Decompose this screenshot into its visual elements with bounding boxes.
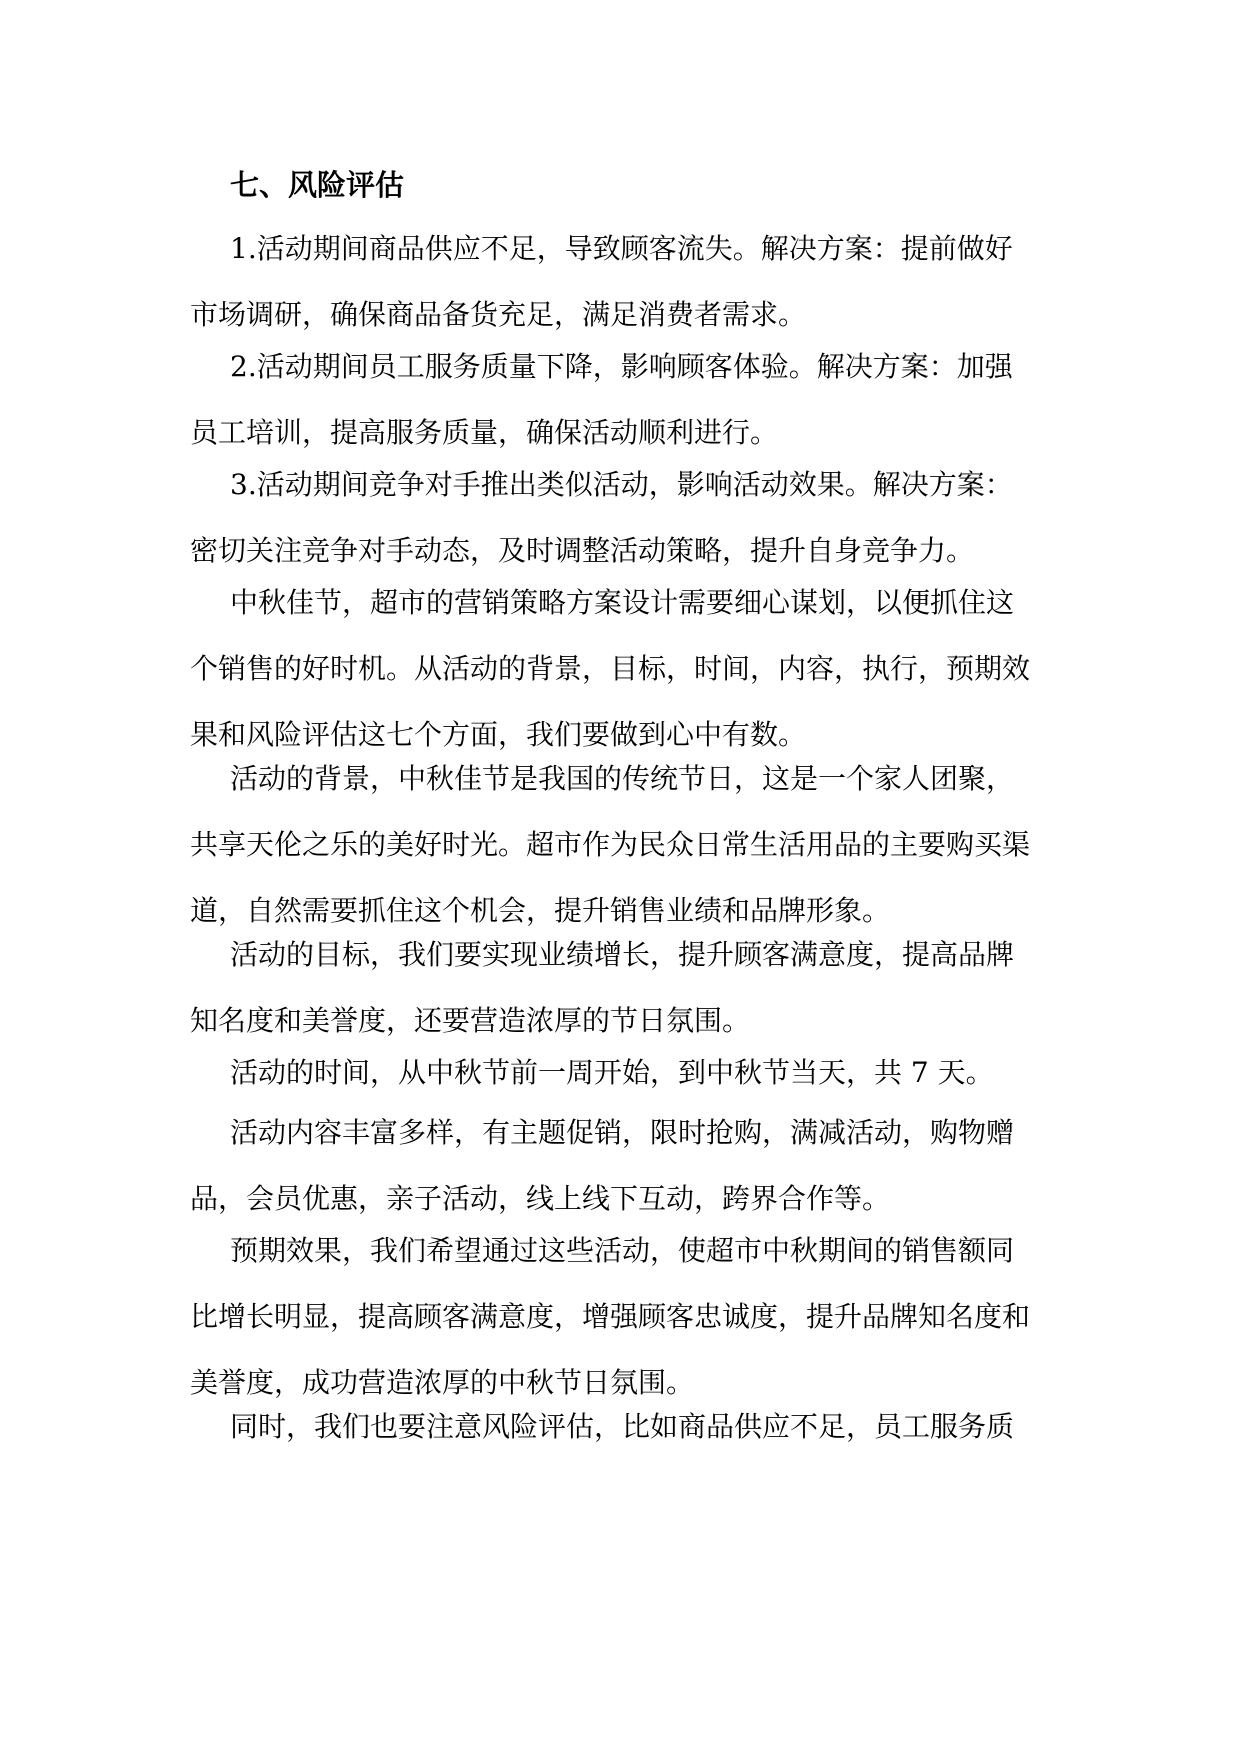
text-line: 活动内容丰富多样，有主题促销，限时抢购，满减活动，购物赠 bbox=[230, 1116, 1015, 1149]
text-line: 比增长明显，提高顾客满意度，增强顾客忠诚度，提升品牌知名度和 bbox=[190, 1300, 1031, 1333]
paragraph-goals bbox=[190, 922, 1060, 1054]
text-line: 品，会员优惠，亲子活动，线上线下互动，跨界合作等。 bbox=[190, 1182, 891, 1215]
paragraph-risk-note bbox=[190, 1394, 1060, 1460]
text-line: 密切关注竞争对手动态，及时调整活动策略，提升自身竞争力。 bbox=[190, 534, 975, 567]
text-line: 果和风险评估这七个方面，我们要做到心中有数。 bbox=[190, 718, 807, 751]
paragraph-risk-3 bbox=[190, 452, 1060, 584]
text-line: 1.活动期间商品供应不足，导致顾客流失。解决方案：提前做好 bbox=[230, 232, 1013, 265]
text-line: 2.活动期间员工服务质量下降，影响顾客体验。解决方案：加强 bbox=[230, 350, 1013, 383]
text-line: 同时，我们也要注意风险评估，比如商品供应不足，员工服务质 bbox=[230, 1410, 1015, 1443]
text-line: 员工培训，提高服务质量，确保活动顺利进行。 bbox=[190, 416, 779, 449]
text-line: 共享天伦之乐的美好时光。超市作为民众日常生活用品的主要购买渠 bbox=[190, 828, 1031, 861]
text-line: 3.活动期间竞争对手推出类似活动，影响活动效果。解决方案： bbox=[230, 468, 1013, 501]
paragraph-expected-results bbox=[190, 1218, 1060, 1416]
text-line: 活动的时间，从中秋节前一周开始，到中秋节当天，共 7 天。 bbox=[230, 1056, 994, 1089]
text-line: 活动的目标，我们要实现业绩增长，提升顾客满意度，提高品牌 bbox=[230, 938, 1015, 971]
paragraph-summary bbox=[190, 570, 1060, 768]
text-line: 中秋佳节，超市的营销策略方案设计需要细心谋划，以便抓住这 bbox=[230, 586, 1015, 619]
paragraph-background bbox=[190, 746, 1060, 944]
text-line: 个销售的好时机。从活动的背景，目标，时间，内容，执行，预期效 bbox=[190, 652, 1031, 685]
paragraph-risk-1 bbox=[190, 216, 1060, 348]
text-line: 道，自然需要抓住这个机会，提升销售业绩和品牌形象。 bbox=[190, 894, 891, 927]
text-line: 知名度和美誉度，还要营造浓厚的节日氛围。 bbox=[190, 1004, 751, 1037]
text-line: 活动的背景，中秋佳节是我国的传统节日，这是一个家人团聚， bbox=[230, 762, 1015, 795]
paragraph-content bbox=[190, 1100, 1060, 1232]
text-line: 美誉度，成功营造浓厚的中秋节日氛围。 bbox=[190, 1366, 695, 1399]
section-heading: 七、风险评估 bbox=[230, 168, 405, 202]
text-line: 市场调研，确保商品备货充足，满足消费者需求。 bbox=[190, 298, 807, 331]
paragraph-time bbox=[190, 1040, 1060, 1106]
text-line: 预期效果，我们希望通过这些活动，使超市中秋期间的销售额同 bbox=[230, 1234, 1015, 1267]
paragraph-risk-2 bbox=[190, 334, 1060, 466]
